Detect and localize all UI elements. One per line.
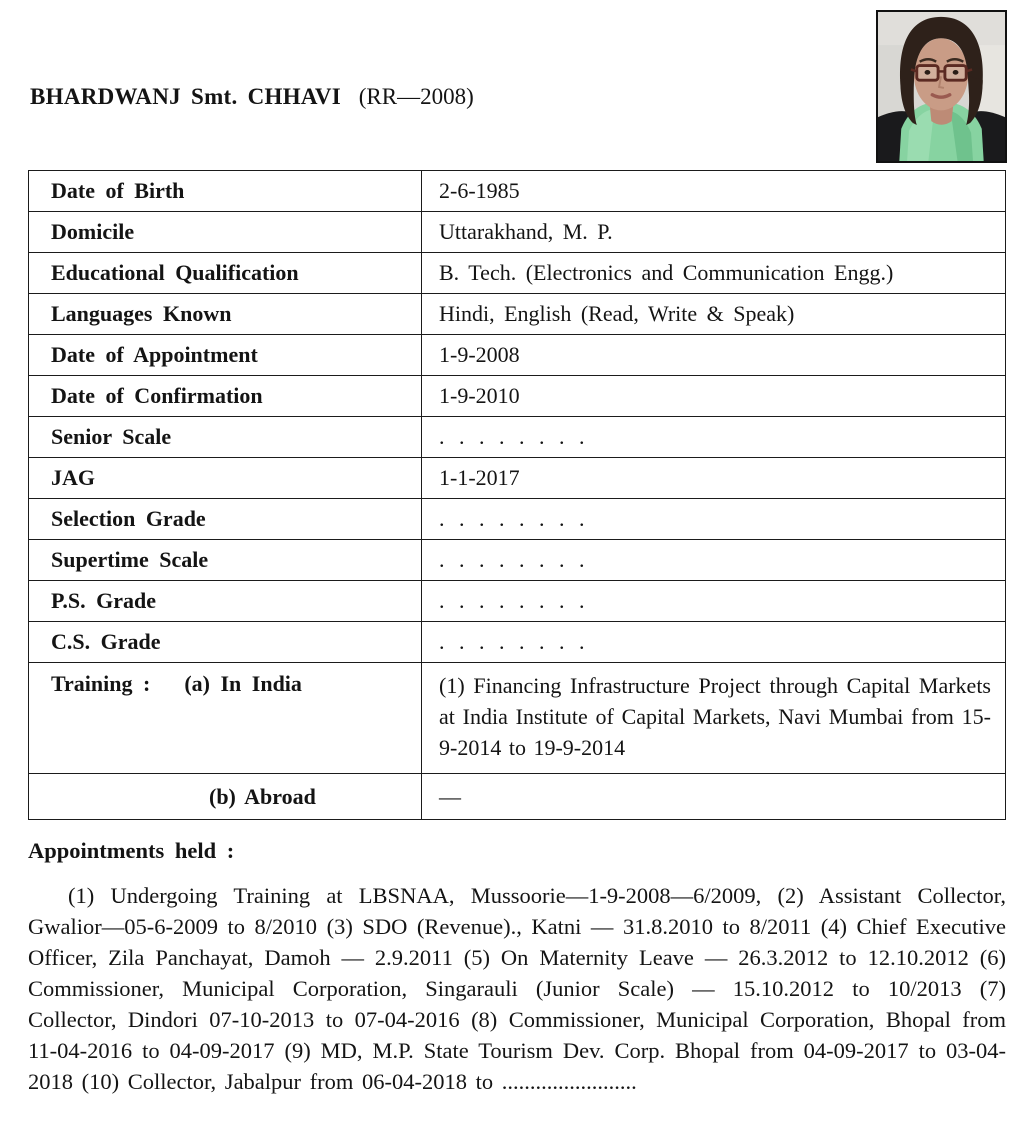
table-row xyxy=(29,171,1006,212)
field-label: (b) Abroad xyxy=(29,774,422,820)
training-prefix: Training : xyxy=(51,671,151,696)
officer-name: BHARDWANJ Smt. CHHAVI xyxy=(30,84,341,109)
table-row xyxy=(29,581,1006,622)
field-label: Date of Appointment xyxy=(29,335,422,376)
field-label: Selection Grade xyxy=(29,499,422,540)
field-value: 2-6-1985 xyxy=(422,171,1006,212)
field-label: P.S. Grade xyxy=(29,581,422,622)
field-value: . . . . . . . . xyxy=(422,499,1006,540)
field-value: . . . . . . . . xyxy=(422,622,1006,663)
field-label: Domicile xyxy=(29,212,422,253)
table-row xyxy=(29,499,1006,540)
table-row xyxy=(29,335,1006,376)
appointments-heading: Appointments held : xyxy=(28,838,235,863)
field-value: B. Tech. (Electronics and Communication Engg.) xyxy=(422,253,1006,294)
table-row xyxy=(29,294,1006,335)
field-value: 1-9-2010 xyxy=(422,376,1006,417)
portrait-photo-graphic xyxy=(878,12,1005,161)
table-row xyxy=(29,458,1006,499)
batch-year: (RR—2008) xyxy=(358,84,474,109)
table-row xyxy=(29,417,1006,458)
training-in-india-label: (a) In India xyxy=(184,671,302,696)
field-value: . . . . . . . . xyxy=(422,581,1006,622)
field-label: Date of Birth xyxy=(29,171,422,212)
portrait-photo xyxy=(876,10,1007,163)
table-row xyxy=(29,622,1006,663)
field-value: 1-9-2008 xyxy=(422,335,1006,376)
field-value: . . . . . . . . xyxy=(422,540,1006,581)
table-row-training-india xyxy=(29,663,1006,774)
field-label: C.S. Grade xyxy=(29,622,422,663)
profile-table xyxy=(28,170,1006,820)
field-label xyxy=(29,663,422,774)
appointments-body: (1) Undergoing Training at LBSNAA, Mussoorie—1-9-2008—6/2009, (2) Assistant Collector, Gwalior—05-6-2009 to 8/2010 (3) SDO (Revenue)., Katni — 31.8.2010 to 8/2011 (4) Chief Executive Officer, Zila Panchayat, Damoh — 2.9.2011 (5) On Maternity Leave — 26.3.2012 to 12.10.2012 (6) Commissioner, Municipal Corporation, Singarauli (Junior Scale) — 15.10.2012 to 10/2013 (7) Collector, Dindori 07-10-2013 to 07-04-2016 (8) Commissioner, Municipal Corporation, Bhopal from 11-04-2016 to 04-09-2017 (9) MD, M.P. State Tourism Dev. Corp. Bhopal from 04-09-2017 to 03-04-2018 (10) Collector, Jabalpur from 06-04-2018 to ........................ xyxy=(28,883,1006,1094)
field-value: (1) Financing Infrastructure Project through Capital Markets at India Institute of Capital Markets, Navi Mumbai from 15-9-2014 to 19-9-2014 xyxy=(422,663,1006,774)
field-value: Hindi, English (Read, Write & Speak) xyxy=(422,294,1006,335)
field-value: 1-1-2017 xyxy=(422,458,1006,499)
field-label: Languages Known xyxy=(29,294,422,335)
field-label: Supertime Scale xyxy=(29,540,422,581)
field-label: Date of Confirmation xyxy=(29,376,422,417)
field-value: — xyxy=(422,774,1006,820)
field-value: . . . . . . . . xyxy=(422,417,1006,458)
table-row xyxy=(29,540,1006,581)
table-row xyxy=(29,212,1006,253)
table-row-training-abroad xyxy=(29,774,1006,820)
field-label: JAG xyxy=(29,458,422,499)
field-value: Uttarakhand, M. P. xyxy=(422,212,1006,253)
field-label: Educational Qualification xyxy=(29,253,422,294)
page-title xyxy=(30,84,474,110)
table-row xyxy=(29,253,1006,294)
table-row xyxy=(29,376,1006,417)
field-label: Senior Scale xyxy=(29,417,422,458)
